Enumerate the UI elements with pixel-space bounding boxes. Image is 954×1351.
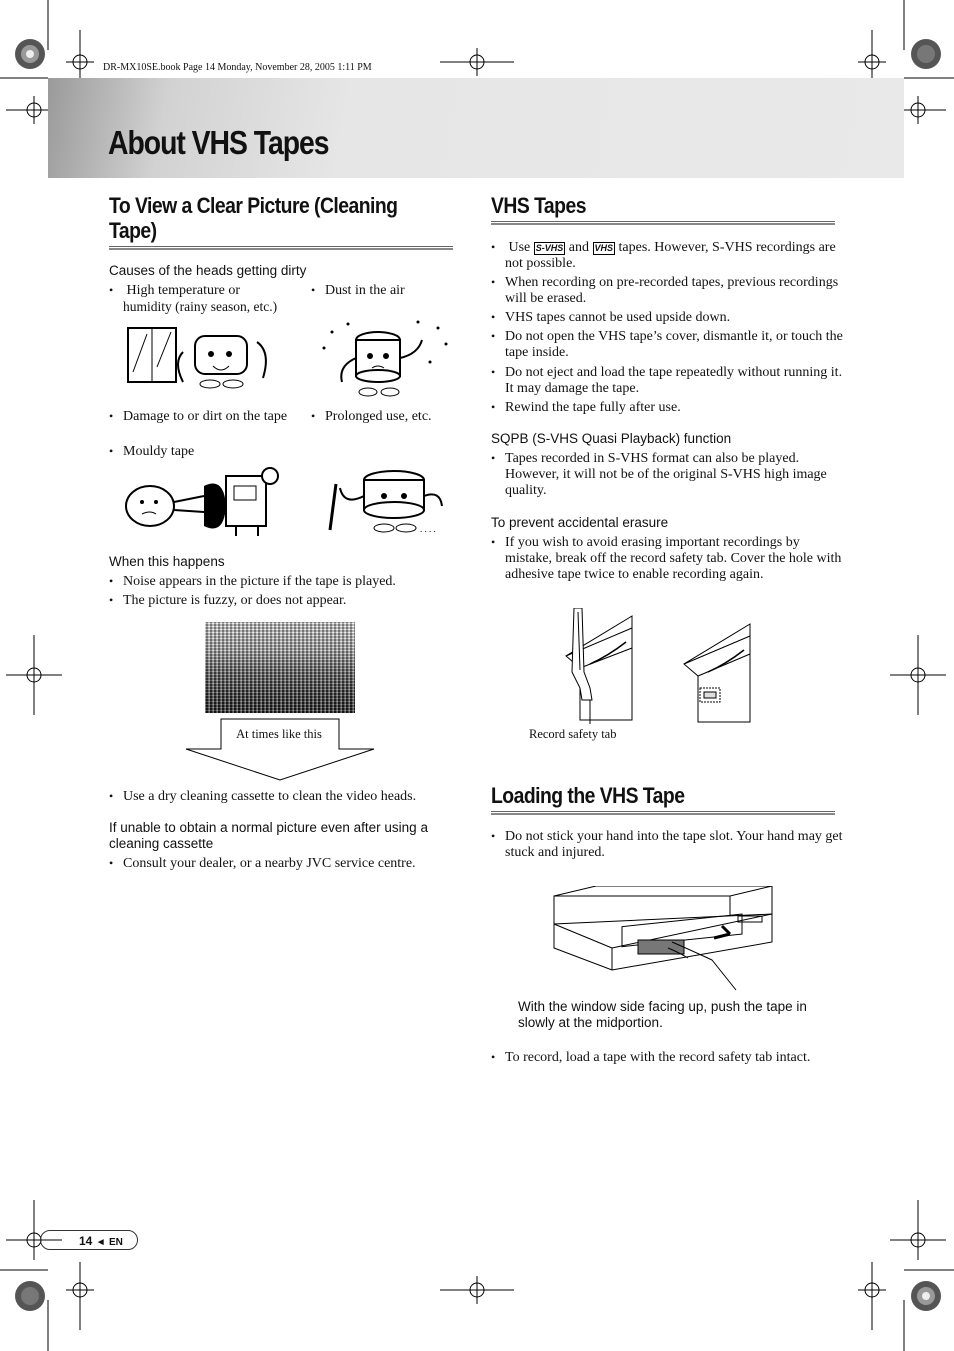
svg-text:. . . .: . . . . bbox=[420, 524, 436, 534]
when-item-noise: • Noise appears in the picture if the tape is played. bbox=[109, 573, 473, 590]
page-number-badge bbox=[40, 1230, 138, 1250]
svhs-logo-icon: S-VHS bbox=[535, 243, 564, 253]
cause-humidity bbox=[109, 282, 323, 316]
vcr-illustration bbox=[552, 886, 774, 996]
page-title: About VHS Tapes bbox=[108, 124, 329, 161]
prolonged-use-illustration bbox=[322, 466, 447, 538]
vhs-item-formats bbox=[491, 239, 850, 272]
unable-item: • Consult your dealer, or a nearby JVC service centre. bbox=[109, 855, 483, 872]
vhs-tapes-rule bbox=[491, 221, 835, 225]
erasure-heading: To prevent accidental erasure bbox=[491, 515, 669, 530]
dust-illustration bbox=[318, 318, 453, 400]
causes-heading: Causes of the heads getting dirty bbox=[109, 263, 307, 278]
sqpb-heading: SQPB (S-VHS Quasi Playback) function bbox=[491, 431, 732, 446]
unable-heading: If unable to obtain a normal picture even after using a cleaning cassette bbox=[109, 820, 428, 851]
vhs-item-upside-down: • VHS tapes cannot be used upside down. bbox=[491, 309, 850, 326]
loading-caption: With the window side facing up, push the tape in slowly at the midportion. bbox=[518, 999, 807, 1030]
tab-caption: Record safety tab bbox=[529, 727, 617, 741]
when-heading: When this happens bbox=[109, 554, 225, 569]
book-info-line: DR-MX10SE.book Page 14 Monday, November 28, 2005 1:11 PM bbox=[103, 62, 372, 73]
page-number: 14 bbox=[79, 1234, 93, 1248]
when-item-fuzzy: • The picture is fuzzy, or does not appear. bbox=[109, 592, 473, 609]
cause-mouldy: • Mouldy tape bbox=[109, 443, 303, 460]
loading-title: Loading the VHS Tape bbox=[491, 783, 685, 808]
cause-humidity-line2: humidity (rainy season, etc.) bbox=[123, 299, 278, 314]
language-code: EN bbox=[108, 1237, 123, 1248]
vhs-item-use: Use bbox=[508, 240, 531, 255]
vhs-item-eject: • Do not eject and load the tape repeatedly without running it. It may damage the tape. bbox=[491, 364, 850, 397]
erasure-item: • If you wish to avoid erasing important recordings by mistake, break off the record safety tab. Cover the hole with adhesive tape twice to enable recording again. bbox=[491, 534, 850, 583]
vhs-logo-icon: VHS bbox=[594, 243, 614, 253]
safety-tab-illustration bbox=[560, 608, 755, 724]
record-item: • To record, load a tape with the record safety tab intact. bbox=[491, 1049, 835, 1066]
loading-rule bbox=[491, 811, 835, 815]
left-arrow-icon: ◄ bbox=[95, 1237, 106, 1248]
cleaning-section-title: To View a Clear Picture (Cleaning Tape) bbox=[109, 193, 398, 243]
cleaning-section-rule bbox=[109, 246, 453, 250]
callout-text: At times like this bbox=[236, 727, 322, 741]
clean-item: • Use a dry cleaning cassette to clean the video heads. bbox=[109, 788, 483, 805]
cause-damage: • Damage to or dirt on the tape bbox=[109, 408, 303, 425]
cause-dust: • Dust in the air bbox=[311, 282, 465, 299]
vhs-item-and: and bbox=[568, 240, 590, 255]
vhs-tapes-title: VHS Tapes bbox=[491, 193, 586, 218]
noisy-picture bbox=[205, 622, 355, 713]
damaged-tape-illustration bbox=[118, 466, 283, 538]
cause-humidity-line1: High temperature or bbox=[126, 283, 241, 298]
vhs-item-post: tapes. However, S-VHS recordings are not possible. bbox=[505, 240, 836, 271]
vhs-item-cover: • Do not open the VHS tape’s cover, dismantle it, or touch the tape inside. bbox=[491, 328, 850, 361]
cause-prolonged: • Prolonged use, etc. bbox=[311, 408, 465, 425]
sqpb-item: • Tapes recorded in S-VHS format can also be played. However, it will not be of the original S-VHS high image quality. bbox=[491, 450, 850, 499]
loading-item: • Do not stick your hand into the tape slot. Your hand may get stuck and injured. bbox=[491, 828, 850, 861]
vhs-item-rewind: • Rewind the tape fully after use. bbox=[491, 399, 850, 416]
vhs-item-prerecorded: • When recording on pre-recorded tapes, previous recordings will be erased. bbox=[491, 274, 850, 307]
humidity-illustration bbox=[125, 322, 275, 392]
